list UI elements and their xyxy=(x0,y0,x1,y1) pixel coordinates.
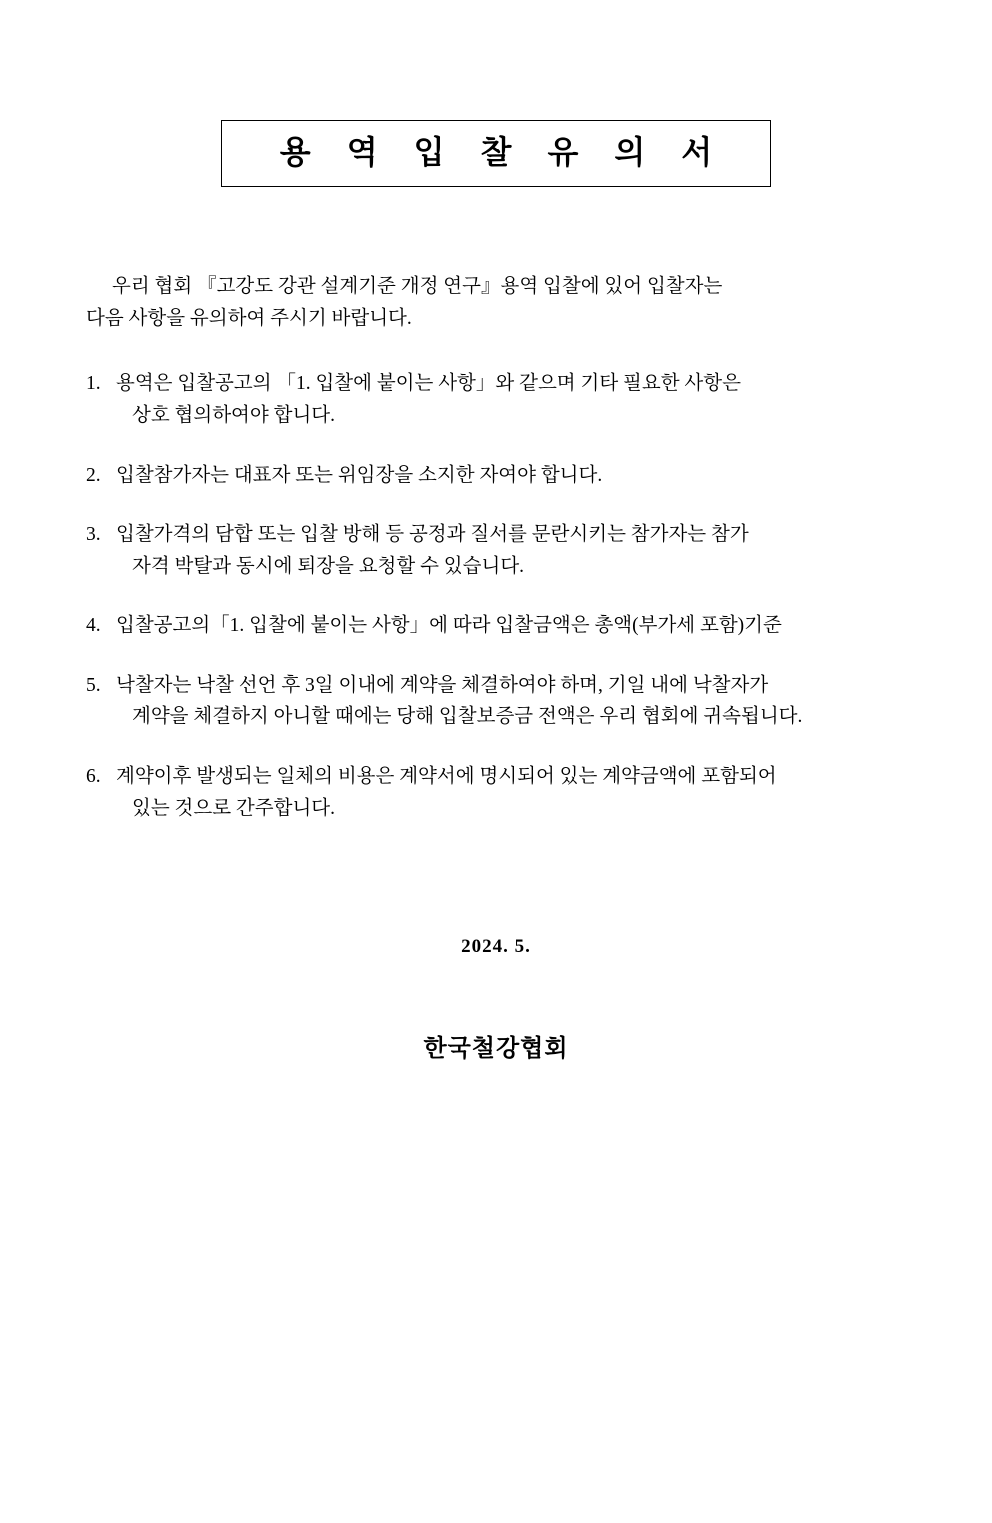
document-page xyxy=(0,120,992,1523)
clause-text xyxy=(116,761,906,824)
list-item xyxy=(86,761,906,824)
list-item xyxy=(86,460,906,492)
clause-text xyxy=(116,670,906,733)
clause-number: 2. xyxy=(86,464,101,486)
clause-number: 1. xyxy=(86,373,101,395)
clause-number: 3. xyxy=(86,524,101,546)
clause-text xyxy=(116,368,906,431)
list-item xyxy=(86,368,906,431)
clause-number: 6. xyxy=(86,765,101,787)
title-box xyxy=(221,120,771,187)
clause-line: 자격 박탈과 동시에 퇴장을 요청할 수 있습니다. xyxy=(132,555,525,577)
list-item xyxy=(86,670,906,733)
list-item xyxy=(86,519,906,582)
clause-line: 계약을 체결하지 아니할 때에는 당해 입찰보증금 전액은 우리 협회에 귀속됩니다. xyxy=(132,706,803,728)
clause-line: 입찰가격의 담합 또는 입찰 방해 등 공정과 질서를 문란시키는 참가자는 참가 xyxy=(116,524,749,546)
title-container xyxy=(0,120,992,187)
clause-text xyxy=(116,610,906,642)
intro-paragraph xyxy=(86,271,906,334)
clause-line: 있는 것으로 간주합니다. xyxy=(132,797,335,819)
clause-line: 계약이후 발생되는 일체의 비용은 계약서에 명시되어 있는 계약금액에 포함되어 xyxy=(116,765,777,787)
intro-line-2: 다음 사항을 유의하여 주시기 바랍니다. xyxy=(86,307,412,329)
intro-line-1: 우리 협회 『고강도 강관 설계기준 개정 연구』용역 입찰에 있어 입찰자는 xyxy=(112,276,723,298)
list-item xyxy=(86,610,906,642)
document-body xyxy=(86,187,906,824)
clause-number: 4. xyxy=(86,615,101,637)
clause-text xyxy=(116,460,906,492)
clause-list xyxy=(86,368,906,824)
clause-line: 입찰참가자는 대표자 또는 위임장을 소지한 자여야 합니다. xyxy=(116,464,603,486)
clause-line: 용역은 입찰공고의 「1. 입찰에 붙이는 사항」와 같으며 기타 필요한 사항은 xyxy=(116,373,741,395)
page-title: 용 역 입 찰 유 의 서 xyxy=(279,134,727,170)
clause-line: 상호 협의하여야 합니다. xyxy=(132,404,335,426)
document-date: 2024. 5. xyxy=(461,936,531,958)
signature-block xyxy=(86,936,906,1063)
clause-line: 낙찰자는 낙찰 선언 후 3일 이내에 계약을 체결하여야 하며, 기일 내에 낙찰자가 xyxy=(116,674,769,696)
clause-number: 5. xyxy=(86,674,101,696)
organization-name: 한국철강협회 xyxy=(423,1036,569,1063)
clause-line: 입찰공고의「1. 입찰에 붙이는 사항」에 따라 입찰금액은 총액(부가세 포함)기준 xyxy=(116,615,782,637)
clause-text xyxy=(116,519,906,582)
